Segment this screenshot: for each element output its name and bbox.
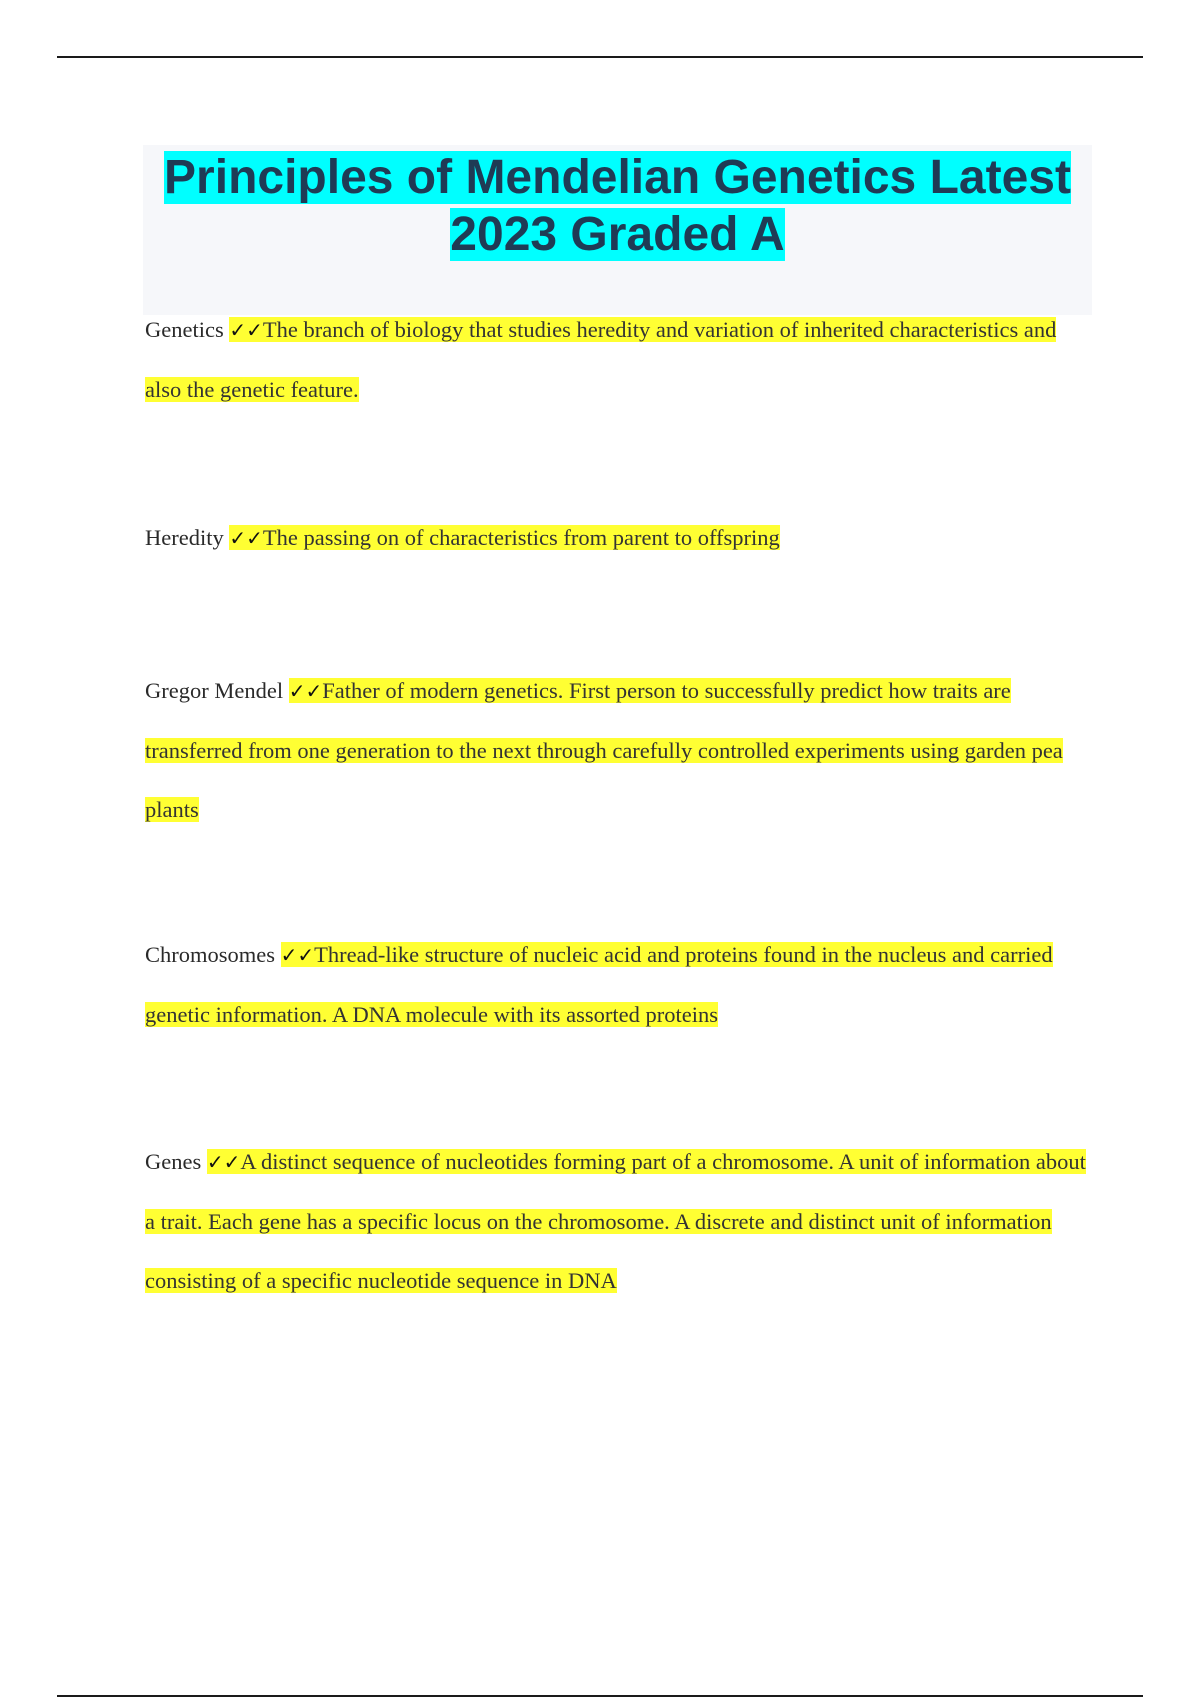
top-rule bbox=[57, 56, 1143, 58]
entry-definition: ✓✓Thread-like structure of nucleic acid and proteins found in the nucleus and carried genetic information. A DNA molecule with its assorted proteins bbox=[145, 942, 1053, 1027]
bottom-rule bbox=[57, 1695, 1143, 1697]
entry-term: Genes bbox=[145, 1149, 202, 1174]
glossary-entry-gregor-mendel bbox=[145, 661, 1095, 839]
entry-definition: ✓✓The passing on of characteristics from parent to offspring bbox=[229, 525, 780, 550]
document-title: Principles of Mendelian Genetics Latest 2023 Graded A bbox=[164, 151, 1071, 261]
double-check-icon: ✓✓ bbox=[229, 526, 263, 550]
glossary-entry-heredity bbox=[145, 508, 1095, 568]
glossary-entry-genes bbox=[145, 1132, 1095, 1310]
entry-definition: ✓✓A distinct sequence of nucleotides forming part of a chromosome. A unit of information about a trait. Each gene has a specific locus on the chromosome. A discrete and distinct unit of information consisting of a specific nucleotide sequence in DNA bbox=[145, 1149, 1086, 1293]
entry-term: Genetics bbox=[145, 317, 224, 342]
double-check-icon: ✓✓ bbox=[280, 943, 315, 967]
entry-term: Heredity bbox=[145, 525, 224, 550]
glossary-entry-genetics bbox=[145, 300, 1095, 419]
double-check-icon: ✓✓ bbox=[206, 1150, 241, 1174]
glossary-entry-chromosomes bbox=[145, 925, 1095, 1044]
title-block bbox=[143, 145, 1092, 315]
entry-term: Gregor Mendel bbox=[145, 678, 284, 703]
double-check-icon: ✓✓ bbox=[229, 318, 263, 342]
entry-definition: ✓✓The branch of biology that studies heredity and variation of inherited characteristics and also the genetic feature. bbox=[145, 317, 1057, 402]
entry-term: Chromosomes bbox=[145, 942, 276, 967]
entry-definition: ✓✓Father of modern genetics. First person to successfully predict how traits are transferred from one generation to the next through carefully controlled experiments using garden pea plants bbox=[145, 678, 1063, 822]
double-check-icon: ✓✓ bbox=[288, 679, 323, 703]
